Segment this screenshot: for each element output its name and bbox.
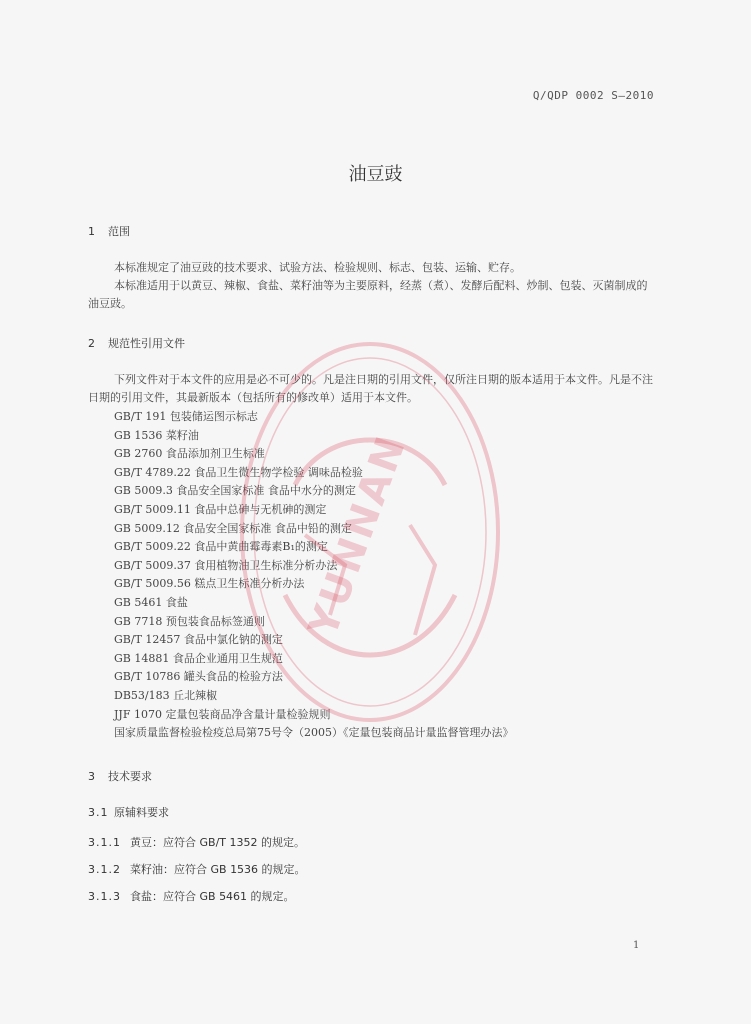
reference-item: JJF 1070 定量包装商品净含量计量检验规则 [114,707,331,721]
reference-item: GB/T 5009.22 食品中黄曲霉毒素B₁的测定 [114,540,328,554]
page-number: 1 [633,940,640,951]
reference-item: GB 7718 预包装食品标签通则 [114,614,265,628]
reference-item: GB/T 5009.37 食用植物油卫生标准分析办法 [114,558,338,572]
scope-paragraph-2: 本标准适用于以黄豆、辣椒、食盐、菜籽油等为主要原料，经蒸（煮）、发酵后配料、炒制、包装、灭菌制成的油豆豉。 [88,279,648,310]
section-heading-technical [88,768,152,784]
reference-item: GB 2760 食品添加剂卫生标准 [114,447,265,461]
clause-item [88,834,305,850]
standard-number: Q/QDP 0002 S—2010 [532,89,654,102]
clause-number: 3.1.2 [88,863,121,876]
document-title: 油豆豉 [348,164,403,185]
reference-item: GB/T 4789.22 食品卫生微生物学检验 调味品检验 [114,465,363,479]
stamp-text: YUNNAN [300,428,416,643]
reference-item: GB 5009.3 食品安全国家标准 食品中水分的测定 [114,484,356,498]
subsection-title: 原辅料要求 [114,806,169,819]
section-title: 规范性引用文件 [108,337,185,350]
clause-text: 黄豆：应符合 GB/T 1352 的规定。 [130,836,305,849]
clause-number: 3.1.1 [88,836,121,849]
reference-item: GB/T 12457 食品中氯化钠的测定 [114,633,283,647]
subsection-heading [88,804,169,820]
reference-item: GB/T 10786 罐头食品的检验方法 [114,670,283,684]
reference-item: GB 1536 菜籽油 [114,428,199,442]
section-heading-scope [88,223,130,239]
scope-paragraph-1: 本标准规定了油豆豉的技术要求、试验方法、检验规则、标志、包装、运输、贮存。 [114,261,521,274]
normative-intro: 下列文件对于本文件的应用是必不可少的。凡是注日期的引用文件，仅所注日期的版本适用于本文件。凡是不注日期的引用文件，其最新版本（包括所有的修改单）适用于本文件。 [88,373,653,404]
clause-item [88,888,295,904]
clause-text: 食盐：应符合 GB 5461 的规定。 [130,890,295,903]
reference-list [114,408,514,743]
reference-item: 国家质量监督检验检疫总局第75号令（2005）《定量包装商品计量监督管理办法》 [114,726,514,740]
section-heading-normative [88,335,185,351]
section-title: 技术要求 [108,770,152,783]
reference-item: GB 14881 食品企业通用卫生规范 [114,651,283,665]
reference-item: DB53/183 丘北辣椒 [114,688,218,702]
reference-item: GB 5461 食盐 [114,595,188,609]
section-number: 1 [88,225,95,238]
reference-item: GB/T 191 包装储运图示标志 [114,410,258,423]
clause-number: 3.1.3 [88,890,121,903]
reference-item: GB 5009.12 食品安全国家标准 食品中铅的测定 [114,521,352,535]
section-number: 2 [88,337,95,350]
clause-item [88,861,306,877]
reference-item: GB/T 5009.56 糕点卫生标准分析办法 [114,577,305,591]
section-title: 范围 [108,225,130,238]
reference-item: GB/T 5009.11 食品中总砷与无机砷的测定 [114,502,327,516]
subsection-number: 3.1 [88,806,109,819]
section-number: 3 [88,770,95,783]
clause-text: 菜籽油：应符合 GB 1536 的规定。 [130,863,306,876]
